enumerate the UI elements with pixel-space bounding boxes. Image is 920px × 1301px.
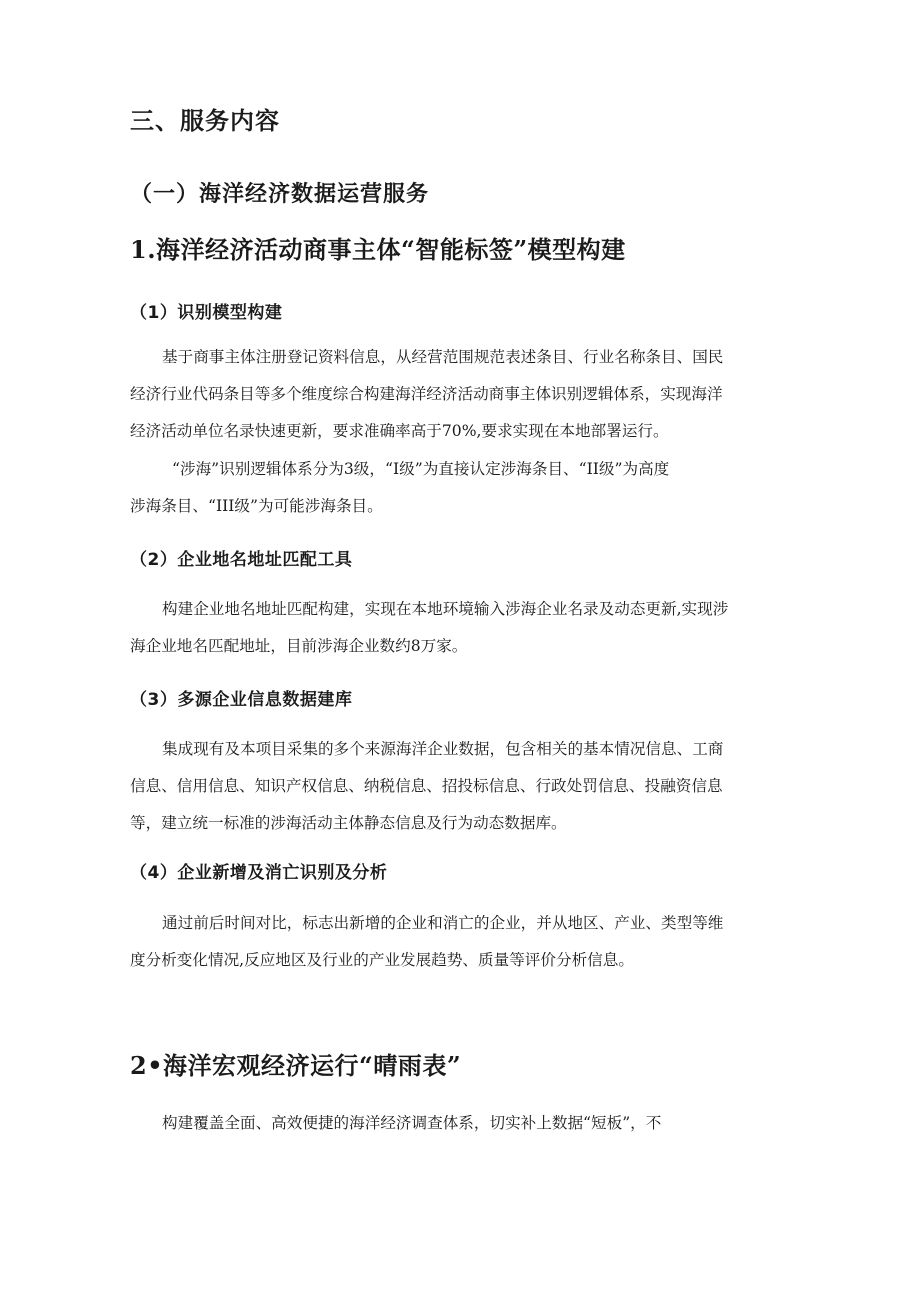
item1-title: 1.海洋经济活动商事主体“智能标签”模型构建 bbox=[130, 235, 626, 264]
text-line: 经济行业代码条目等多个维度综合构建海洋经济活动商事主体识别逻辑体系，实现海洋 bbox=[130, 385, 723, 403]
sub3-heading: （3）多源企业信息数据建库 bbox=[130, 690, 353, 710]
text-line: 通过前后时间对比，标志出新增的企业和消亡的企业，并从地区、产业、类型等维 bbox=[162, 914, 724, 932]
sub4-paragraph bbox=[130, 905, 790, 979]
item2-title: 2•海洋宏观经济运行“晴雨表” bbox=[130, 1051, 462, 1080]
text-line: 构建企业地名地址匹配构建，实现在本地环境输入涉海企业名录及动态更新,实现涉 bbox=[162, 600, 729, 618]
sub2-paragraph bbox=[130, 591, 790, 665]
text-line: 集成现有及本项目采集的多个来源海洋企业数据，包含相关的基本情况信息、工商 bbox=[162, 740, 724, 758]
text-line: 等，建立统一标准的涉海活动主体静态信息及行为动态数据库。 bbox=[130, 814, 567, 832]
sub4-heading: （4）企业新增及消亡识别及分析 bbox=[130, 863, 388, 883]
text-line: 涉海条目、“III级”为可能涉海条目。 bbox=[130, 497, 383, 515]
sub1-paragraph-1 bbox=[130, 339, 790, 450]
section-title: 三、服务内容 bbox=[130, 106, 280, 135]
text-line: 信息、信用信息、知识产权信息、纳税信息、招投标信息、行政处罚信息、投融资信息 bbox=[130, 777, 723, 795]
sub1-paragraph-2 bbox=[130, 451, 790, 525]
sub3-paragraph bbox=[130, 731, 790, 842]
text-line: 经济活动单位名录快速更新，要求准确率高于70%,要求实现在本地部署运行。 bbox=[130, 422, 669, 440]
sub2-heading: （2）企业地名地址匹配工具 bbox=[130, 550, 353, 570]
text-line: 度分析变化情况,反应地区及行业的产业发展趋势、质量等评价分析信息。 bbox=[130, 951, 634, 969]
text-line: “涉海”识别逻辑体系分为3级，“I级”为直接认定涉海条目、“II级”为高度 bbox=[172, 460, 670, 478]
subsection-title: （一）海洋经济数据运营服务 bbox=[130, 181, 430, 207]
text-line: 海企业地名匹配地址，目前涉海企业数约8万家。 bbox=[130, 637, 468, 655]
sub1-heading: （1）识别模型构建 bbox=[130, 303, 283, 323]
item2-paragraph bbox=[130, 1105, 790, 1142]
text-line: 构建覆盖全面、高效便捷的海洋经济调查体系，切实补上数据“短板”，不 bbox=[162, 1114, 662, 1132]
text-line: 基于商事主体注册登记资料信息，从经营范围规范表述条目、行业名称条目、国民 bbox=[162, 348, 724, 366]
